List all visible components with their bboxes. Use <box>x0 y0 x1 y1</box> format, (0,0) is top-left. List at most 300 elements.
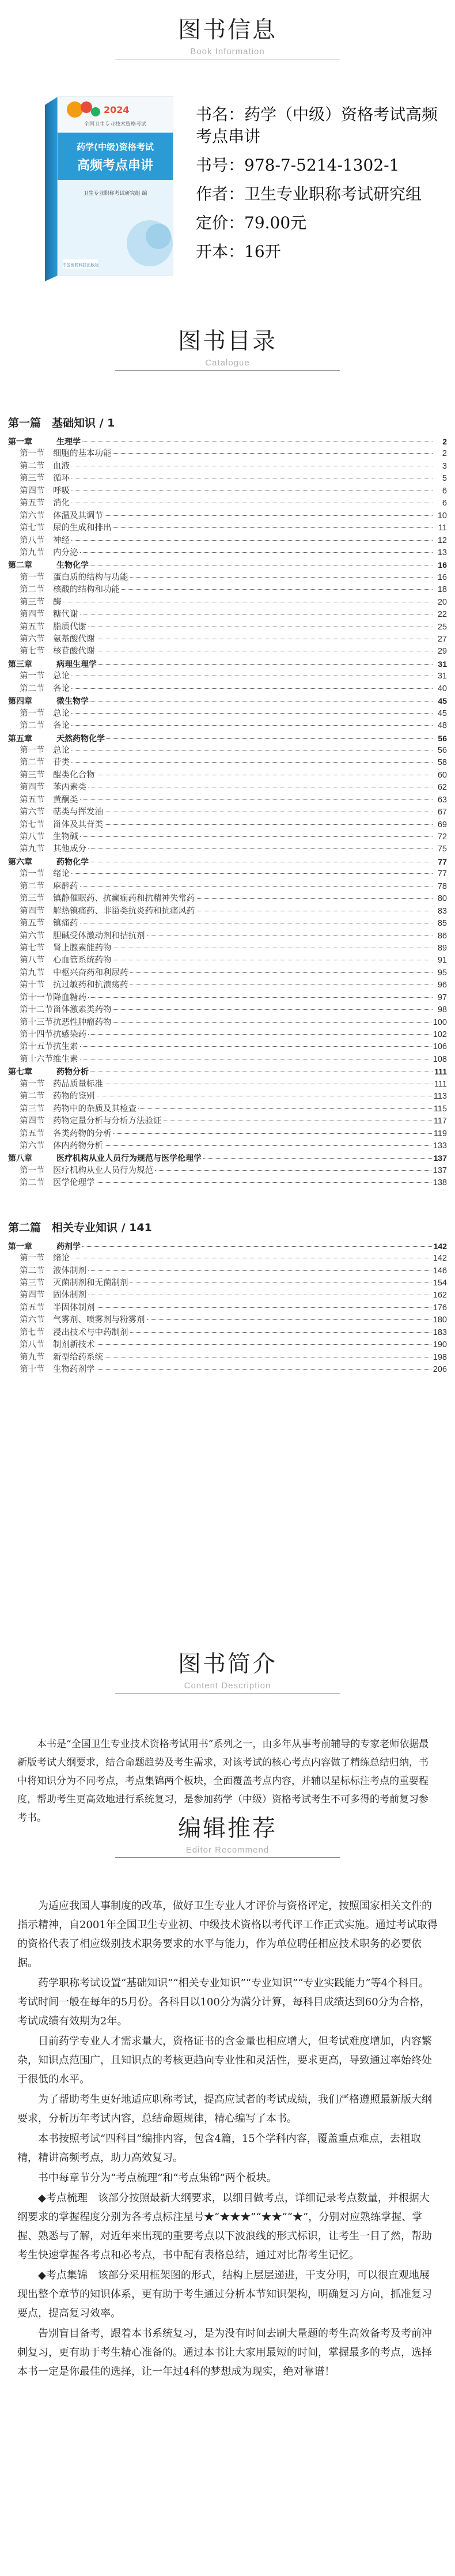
toc-section <box>8 597 447 609</box>
toc-page: 102 <box>433 1030 447 1039</box>
toc-number: 第六节 <box>20 1315 45 1325</box>
toc-title: 胆碱受体激动剂和拮抗剂 <box>53 931 145 941</box>
toc-page: 58 <box>437 758 447 768</box>
toc-leader <box>130 1332 431 1333</box>
toc-page: 40 <box>437 684 447 693</box>
toc-section <box>8 572 447 584</box>
toc-page: 119 <box>433 1129 447 1138</box>
toc-page: 72 <box>437 832 447 842</box>
catalogue-header <box>0 323 455 371</box>
toc-chapter <box>8 856 447 868</box>
toc-number: 第二节 <box>20 684 45 693</box>
toc-title: 各类药物的分析 <box>53 1129 112 1138</box>
toc-page: 111 <box>434 1067 447 1077</box>
toc-section <box>8 1115 447 1127</box>
toc-title: 总论 <box>53 672 70 681</box>
toc-section <box>8 1041 447 1053</box>
toc-section <box>8 1289 447 1302</box>
toc-section <box>8 448 447 460</box>
toc-page: 106 <box>433 1042 447 1052</box>
toc-chapter <box>8 1240 447 1253</box>
toc-page: 27 <box>437 635 447 644</box>
toc-title: 内分泌 <box>53 548 78 557</box>
toc-number: 第二节 <box>20 1092 45 1102</box>
recommend-paragraph: 告别盲目备考，跟着本书系统复习，是为没有时间去刷大量题的考生高效备考及考前冲刺复习，更有助于考生精心准备的。通过本书让大家用最短的时间，掌握最多的考点，选择本书一定是你最佳的选择，让一年过4科的梦想成为现实，绝对靠谱！ <box>17 2328 432 2378</box>
toc-number: 第二节 <box>20 721 45 731</box>
toc-section <box>8 1004 447 1016</box>
toc-number: 第一节 <box>20 869 45 879</box>
toc-section <box>8 1140 447 1152</box>
toc-title: 镇痛药 <box>53 919 78 929</box>
toc-page: 97 <box>437 993 447 1002</box>
toc-number: 第六章 <box>8 857 32 867</box>
toc-section <box>8 1054 447 1066</box>
toc-number: 第一节 <box>20 745 45 755</box>
toc-page: 5 <box>442 474 447 484</box>
toc-leader <box>105 1145 431 1146</box>
toc-number: 第二节 <box>20 1266 45 1276</box>
toc-page: 2 <box>442 437 447 446</box>
toc-leader <box>147 1319 431 1320</box>
toc-leader <box>88 1034 431 1035</box>
toc-leader <box>130 577 433 578</box>
toc-title: 绪论 <box>53 869 70 879</box>
toc-title: 制剂新技术 <box>53 1340 95 1350</box>
toc-chapter <box>8 658 447 670</box>
toc-section <box>8 1128 447 1140</box>
toc-page: 12 <box>437 535 447 545</box>
toc-title: 药物的鉴别 <box>53 1092 95 1102</box>
toc-leader <box>88 997 433 998</box>
toc-page: 16 <box>438 560 447 570</box>
toc-section <box>8 485 447 497</box>
cover-tagline: 全国卫生专业技术资格考试 <box>84 122 147 127</box>
book-info-header <box>0 12 455 59</box>
toc-leader <box>88 848 433 849</box>
toc-number: 第十四节 <box>20 1030 53 1039</box>
toc-page: 137 <box>433 1166 447 1175</box>
toc-title: 体内药物分析 <box>53 1141 103 1151</box>
toc-section <box>8 609 447 621</box>
toc-section <box>8 1352 447 1364</box>
recommend-paragraph: ◆考点集锦 该部分采用框架图的形式，结构上层层递进，干支分明，可以很直观地展现出整个章节的知识体系，更有助于考生通过分析本节知识架构，明确复习方向，抓准复习要点，提高复习效率。 <box>17 2269 432 2319</box>
toc-title: 消化 <box>53 499 70 508</box>
toc-number: 第一节 <box>20 1254 45 1264</box>
toc-page: 62 <box>437 783 447 793</box>
toc-title: 其他成分 <box>53 844 86 854</box>
toc-number: 第八节 <box>20 535 45 545</box>
toc-leader <box>80 1046 431 1047</box>
toc-number: 第七节 <box>20 647 45 657</box>
toc-leader <box>155 1170 431 1171</box>
catalogue-title: 图书目录 <box>178 328 277 354</box>
toc-page: 20 <box>437 597 447 607</box>
toc-leader <box>107 738 433 739</box>
toc-title: 镇静催眠药、抗癫痫药和抗精神失常药 <box>53 894 195 904</box>
catalogue-subtitle: Catalogue <box>205 358 250 368</box>
toc-title: 总论 <box>53 708 70 718</box>
toc-page: 63 <box>437 795 447 805</box>
toc-number: 第八节 <box>20 832 45 842</box>
toc-number: 第九节 <box>20 548 45 557</box>
toc-leader <box>71 873 433 874</box>
toc-section <box>8 893 447 905</box>
toc-title: 循环 <box>53 474 70 484</box>
toc-leader <box>80 552 433 553</box>
toc-page: 83 <box>437 906 447 916</box>
toc-chapter <box>8 695 447 707</box>
recommend-paragraph: 药学职称考试设置“基础知识”“相关专业知识”“专业知识”“专业实践能力”等4个科目。考试时间一般在每年的5月份。各科目以100分为满分计算，每科目成绩达到60分为合格，考试成绩有效期为2年。 <box>17 1977 430 2027</box>
toc-leader <box>97 1344 431 1345</box>
toc-number: 第十五节 <box>20 1042 53 1052</box>
toc-section <box>8 1017 447 1029</box>
recommend-paragraph: 为了帮助考生更好地适应职称考试，提高应试者的考试成绩，我们严格遵照最新版大纲要求，分析历年考试内容，总结命题规律，精心编写了本书。 <box>17 2094 432 2125</box>
toc-page: 142 <box>433 1254 447 1264</box>
toc-number: 第一节 <box>20 672 45 681</box>
toc-section <box>8 1339 447 1351</box>
toc-title: 醌类化合物 <box>53 770 95 780</box>
toc-leader <box>82 1246 432 1247</box>
toc-page: 100 <box>433 1017 447 1027</box>
toc-page: 86 <box>437 931 447 941</box>
toc-title: 微生物学 <box>56 697 89 707</box>
format-field: 开本：16开 <box>196 242 281 261</box>
toc-page: 10 <box>437 511 447 521</box>
author-field: 作者：卫生专业职称考试研究组 <box>196 184 422 203</box>
toc-section <box>8 1327 447 1339</box>
toc-title: 脂质代谢 <box>53 622 86 632</box>
toc-page: 142 <box>433 1241 447 1251</box>
toc-title: 萜类与挥发油 <box>53 808 103 817</box>
toc-title: 半固体制剂 <box>53 1303 95 1312</box>
toc-leader <box>97 1307 431 1308</box>
toc-section <box>8 1314 447 1326</box>
toc-section <box>8 906 447 918</box>
toc-number: 第二章 <box>8 561 32 571</box>
toc-page: 111 <box>434 1079 447 1089</box>
toc-section <box>8 535 447 547</box>
toc-title: 酶 <box>53 597 62 607</box>
toc-page: 45 <box>437 708 447 718</box>
toc-section <box>8 1364 447 1376</box>
toc-section <box>8 1091 447 1103</box>
toc-title: 药剂学 <box>56 1242 81 1251</box>
toc-title: 黄酮类 <box>53 795 78 805</box>
description-text: 本书是“全国卫生专业技术资格考试用书”系列之一，由多年从事考前辅导的专家老师依据最新版考试大纲要求，结合命题趋势及考生需求，对该考试的核心考点内容做了精练总结归纳，书中将知识分为不同考点，考点集锦两个板块，全面覆盖考点内容，并辅以星标标注考点的重要程度，帮助考生更高效地进行系统复习，是参加药学（中级）资格考试考生不可多得的考前复习参考书。 <box>17 1738 429 1824</box>
toc-title: 甾体及其苷类 <box>53 820 103 829</box>
recommend-subtitle: Editor Recommend <box>185 1845 270 1855</box>
toc-title: 核苷酸代谢 <box>53 647 95 657</box>
toc-number: 第十六节 <box>20 1054 53 1064</box>
toc-title: 甾体激素类药物 <box>53 1005 112 1015</box>
cover-badge: 2024 <box>104 104 130 115</box>
toc-section <box>8 683 447 695</box>
toc-section <box>8 955 447 967</box>
toc-page: 117 <box>433 1117 447 1126</box>
toc-title: 细胞的基本功能 <box>53 449 112 459</box>
toc-title: 药物化学 <box>56 857 89 867</box>
toc-page: 16 <box>437 572 447 582</box>
price-field: 定价：79.00元 <box>196 213 307 232</box>
toc-section <box>8 720 447 732</box>
toc-title: 苷类 <box>53 758 70 768</box>
toc-page: 22 <box>437 610 447 620</box>
toc-title: 解热镇痛药、非甾类抗炎药和抗痛风药 <box>53 906 195 916</box>
toc-section <box>8 1029 447 1041</box>
toc-number: 第二节 <box>20 1178 45 1188</box>
toc-title: 生物化学 <box>56 561 89 571</box>
recommend-paragraph: 书中每章节分为“考点梳理”和“考点集锦”两个板块。 <box>38 2172 277 2184</box>
toc-title: 核酸的结构和功能 <box>53 585 120 595</box>
toc-leader <box>122 589 433 590</box>
recommend-paragraph: 目前药学专业人才需求量大，资格证书的含金量也相应增大，但考试难度增加，内容繁杂，知识点范围广，且知识点的考核更趋向专业性和灵活性，要求更高，导致通过率始终处于很低的水平。 <box>17 2035 432 2085</box>
toc-number: 第九节 <box>20 1352 45 1362</box>
toc-number: 第八章 <box>8 1154 32 1164</box>
toc-leader <box>138 1108 432 1109</box>
toc-page: 56 <box>437 745 447 755</box>
toc-leader <box>71 762 433 763</box>
toc-leader <box>80 886 433 887</box>
recommend-paragraph: 为适应我国人事制度的改革，做好卫生专业人才评价与资格评定，按照国家相关文件的指示精神，自2001年全国卫生专业初、中级技术资格以考代评工作正式实施。通过考试取得的资格代表了相应级别技术职务要求的水平与能力，作为单位聘任相应技术职务的必要依据。 <box>17 1900 438 1969</box>
toc-number: 第九节 <box>20 968 45 978</box>
toc-leader <box>113 527 433 528</box>
toc-title: 医学伦理学 <box>53 1178 95 1188</box>
toc-page: 3 <box>442 461 447 471</box>
toc-number: 第五章 <box>8 734 32 744</box>
toc-number: 第二节 <box>20 881 45 891</box>
toc-section <box>8 646 447 658</box>
toc-title: 总论 <box>53 745 70 755</box>
toc-page: 25 <box>437 622 447 632</box>
toc-number: 第一节 <box>20 572 45 582</box>
toc-number: 第二节 <box>20 758 45 768</box>
toc-page: 13 <box>437 548 447 557</box>
toc-part: 第一篇 基础知识 / 1 <box>8 417 115 429</box>
toc-number: 第七节 <box>20 523 45 533</box>
toc-title: 医疗机构从业人员行为规范与医学伦理学 <box>56 1154 202 1164</box>
toc-page: 6 <box>442 486 447 496</box>
toc-number: 第三章 <box>8 659 32 669</box>
toc-title: 各论 <box>53 684 70 693</box>
toc-number: 第三节 <box>20 894 45 904</box>
cover-publisher: 中国医药科技出版社 <box>62 263 99 267</box>
toc-section <box>8 819 447 831</box>
toc-leader <box>98 664 433 665</box>
toc-title: 绪论 <box>53 1254 70 1264</box>
toc-section <box>8 806 447 819</box>
toc-section <box>8 1103 447 1115</box>
cover-title-top: 药学(中级)资格考试 <box>77 142 154 152</box>
book-info-subtitle: Book Information <box>190 47 265 56</box>
toc-page: 96 <box>437 980 447 990</box>
toc-page: 133 <box>433 1141 447 1151</box>
recommend-text <box>17 1896 438 2382</box>
toc-leader <box>113 1009 433 1010</box>
toc-title: 天然药物化学 <box>56 734 105 744</box>
toc-number: 第三节 <box>20 770 45 780</box>
toc-chapter <box>8 733 447 745</box>
toc-title: 固体制剂 <box>53 1291 86 1300</box>
toc-leader <box>97 1369 431 1370</box>
toc-section <box>8 782 447 794</box>
toc-page: 206 <box>433 1365 447 1375</box>
toc-leader <box>97 1182 431 1183</box>
description-header <box>0 1646 455 1694</box>
toc-page: 137 <box>433 1153 447 1163</box>
toc-section <box>8 621 447 633</box>
toc-section <box>8 757 447 769</box>
toc-page: 190 <box>433 1340 447 1350</box>
toc-title: 血液 <box>53 461 70 471</box>
toc-number: 第三节 <box>20 1278 45 1288</box>
toc-section <box>8 745 447 757</box>
toc-section <box>8 1253 447 1265</box>
toc-page: 108 <box>433 1054 447 1064</box>
toc-title: 抗生素 <box>53 1042 78 1052</box>
toc-page: 2 <box>442 449 447 459</box>
divider <box>115 370 340 371</box>
toc-number: 第四节 <box>20 783 45 793</box>
toc-part: 第二篇 相关专业知识 / 141 <box>8 1221 152 1234</box>
toc-page: 80 <box>437 894 447 904</box>
cover-title-main: 高频考点串讲 <box>77 159 154 173</box>
toc-title: 心血管系统药物 <box>53 956 112 965</box>
toc-section <box>8 881 447 893</box>
toc-number: 第七节 <box>20 820 45 829</box>
toc-title: 浸出技术与中药制剂 <box>53 1327 128 1337</box>
toc-page: 176 <box>433 1303 447 1312</box>
toc-page: 146 <box>433 1266 447 1276</box>
toc-title: 糖代谢 <box>53 610 78 620</box>
toc-section <box>8 794 447 806</box>
toc-leader <box>113 1022 431 1023</box>
toc-title: 神经 <box>53 535 70 545</box>
toc-page: 113 <box>433 1092 447 1102</box>
toc-number: 第三节 <box>20 597 45 607</box>
toc-number: 第一节 <box>20 1166 45 1175</box>
recommend-paragraph: ◆考点梳理 该部分按照最新大纲要求，以细目做考点，详细记录考点数量，并根据大纲要求的掌握程度分别为各考点标注星号★“★★★”“★★”“★”，分别对应熟练掌握、掌握、熟悉与了解，对近年来出现的重要考点以下波浪线的形式标识，让考生一目了然，帮助考生快速掌握各考点和必考点，书中配有表格总结，通过对比帮考生记忆。 <box>17 2192 432 2261</box>
table-of-contents <box>8 410 447 1376</box>
toc-number: 第十二节 <box>20 1005 53 1015</box>
toc-number: 第一章 <box>8 1242 32 1251</box>
toc-chapter <box>8 559 447 571</box>
toc-section <box>8 584 447 596</box>
toc-page: 138 <box>433 1178 447 1188</box>
toc-title: 中枢兴奋药和利尿药 <box>53 968 128 978</box>
toc-number: 第六节 <box>20 635 45 644</box>
description-subtitle: Content Description <box>184 1681 271 1691</box>
toc-title: 药物中的杂质及其检查 <box>53 1104 136 1114</box>
toc-leader <box>71 540 433 541</box>
toc-leader <box>197 898 433 899</box>
divider <box>115 1857 340 1858</box>
toc-number: 第十三节 <box>20 1017 53 1027</box>
toc-leader <box>71 725 433 726</box>
toc-page: 162 <box>433 1291 447 1300</box>
toc-number: 第二节 <box>20 461 45 471</box>
toc-number: 第十节 <box>20 980 45 990</box>
toc-section <box>8 1177 447 1189</box>
toc-chapter <box>8 1066 447 1078</box>
toc-number: 第六节 <box>20 931 45 941</box>
toc-section <box>8 497 447 510</box>
toc-section <box>8 868 447 880</box>
toc-number: 第七节 <box>20 943 45 953</box>
book-title-field: 书名：药学（中级）资格考试高频考点串讲 <box>196 105 438 146</box>
toc-title: 气雾剂、喷雾剂与粉雾剂 <box>53 1315 145 1325</box>
toc-leader <box>105 515 433 516</box>
toc-section <box>8 510 447 522</box>
toc-page: 31 <box>437 672 447 681</box>
toc-section <box>8 831 447 843</box>
toc-number: 第六节 <box>20 1141 45 1151</box>
toc-section <box>8 1078 447 1091</box>
toc-leader <box>105 824 433 825</box>
description-title: 图书简介 <box>178 1651 277 1677</box>
toc-section <box>8 942 447 955</box>
toc-number: 第六节 <box>20 808 45 817</box>
toc-section <box>8 967 447 979</box>
toc-title: 抗感染药 <box>53 1030 86 1039</box>
toc-page: 85 <box>437 919 447 929</box>
toc-page: 29 <box>437 647 447 657</box>
toc-leader <box>113 453 433 454</box>
book-info-fields <box>196 104 438 263</box>
toc-section <box>8 708 447 720</box>
toc-title: 生物药剂学 <box>53 1365 95 1375</box>
toc-page: 60 <box>437 770 447 780</box>
toc-number: 第四节 <box>20 610 45 620</box>
toc-page: 77 <box>438 857 447 866</box>
toc-number: 第四节 <box>20 906 45 916</box>
toc-page: 48 <box>437 721 447 731</box>
recommend-paragraph: 本书按照考试“四科目”编排内容，包含4篇，15个学科内容，覆盖重点难点，去粗取精，精讲高频考点，助力高效复习。 <box>17 2133 421 2164</box>
toc-page: 45 <box>438 696 447 706</box>
toc-number: 第十节 <box>20 1365 45 1375</box>
toc-section <box>8 547 447 559</box>
toc-leader <box>113 1133 432 1134</box>
toc-title: 肾上腺素能药物 <box>53 943 112 953</box>
toc-number: 第五节 <box>20 499 45 508</box>
toc-number: 第四节 <box>20 1117 45 1126</box>
toc-title: 药物分析 <box>56 1068 89 1077</box>
toc-page: 67 <box>437 808 447 817</box>
toc-page: 154 <box>433 1278 447 1288</box>
toc-number: 第一节 <box>20 708 45 718</box>
toc-section <box>8 670 447 682</box>
toc-section <box>8 522 447 534</box>
toc-number: 第二节 <box>20 585 45 595</box>
toc-title: 各论 <box>53 721 70 731</box>
toc-section <box>8 770 447 782</box>
toc-number: 第五节 <box>20 919 45 929</box>
toc-page: 18 <box>437 585 447 595</box>
toc-page: 180 <box>433 1315 447 1325</box>
toc-number: 第九节 <box>20 844 45 854</box>
toc-title: 新型给药系统 <box>53 1352 103 1362</box>
toc-section <box>8 1165 447 1177</box>
toc-title: 抗过敏药和抗溃疡药 <box>53 980 128 990</box>
toc-page: 77 <box>437 869 447 879</box>
isbn-field: 书号：978-7-5214-1302-1 <box>196 156 400 175</box>
toc-leader <box>130 972 433 973</box>
toc-section <box>8 843 447 855</box>
recommend-title: 编辑推荐 <box>178 1815 277 1842</box>
toc-section <box>8 473 447 485</box>
toc-title: 药品质量标准 <box>53 1079 103 1089</box>
toc-leader <box>80 799 433 800</box>
toc-leader <box>71 688 433 689</box>
